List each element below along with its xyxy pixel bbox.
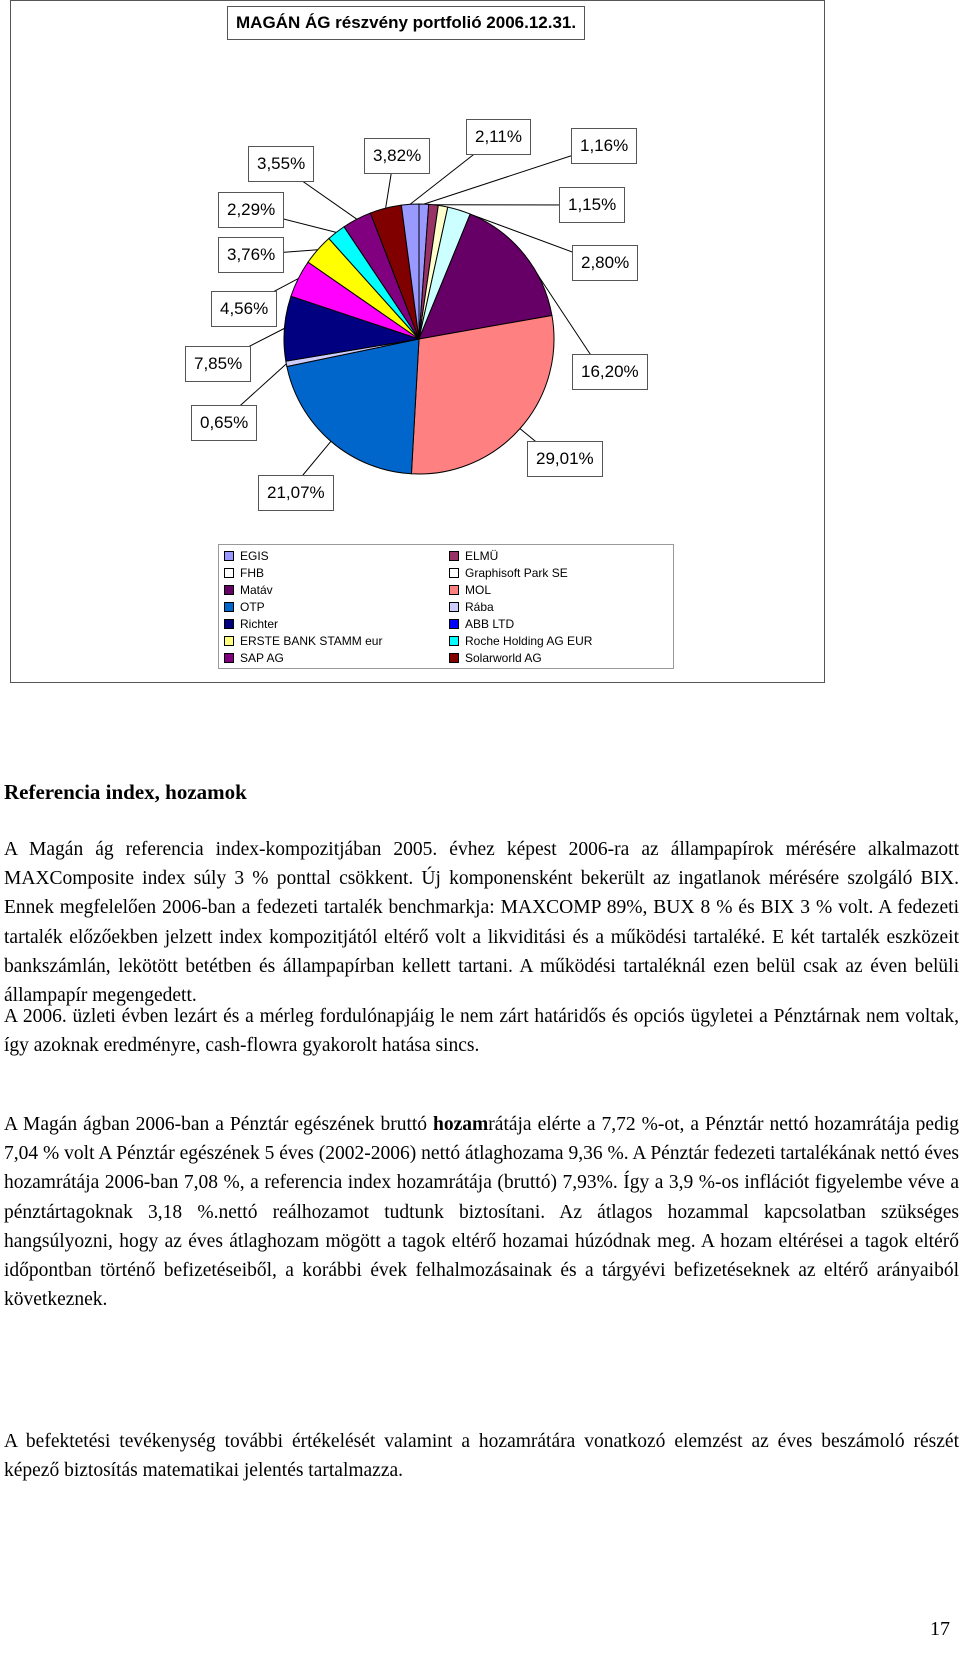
legend-label: Rába [465, 600, 494, 614]
legend-swatch [449, 602, 459, 612]
legend-label: ABB LTD [465, 617, 515, 631]
data-label: 3,55% [248, 146, 314, 182]
legend-swatch [224, 585, 234, 595]
data-label: 2,80% [572, 245, 638, 281]
legend-item [224, 582, 273, 598]
data-label: 0,65% [191, 405, 257, 441]
paragraph-reference-index: A Magán ág referencia index-kompozitjában 2005. évhez képest 2006-ra az állampapírok mérésére alkalmazott MAXComposite index súly 3 % ponttal csökkent. Új komponensként bekerült az ingatlanok mérésére szolgáló BIX. Ennek megfelelően 2006-ban a fedezeti tartalék benchmarkja: MAXCOMP 89%, BUX 8 % és BIX 3 % volt. A fedezeti tartalék előzőekben jelzett index kompozitjától eltérő volt a likviditási és a működési tartaléké. E két tartalék eszközeit bankszámlán, lekötött betétben és állampapírban kellett tartani. A működési tartaléknál ezen belül csak az éven belüli állampapír megengedett. [4, 839, 959, 1007]
legend-swatch [224, 636, 234, 646]
data-label: 2,11% [466, 119, 531, 155]
legend-label: Roche Holding AG EUR [465, 634, 593, 648]
section-heading: Referencia index, hozamok [4, 780, 247, 804]
legend-swatch [449, 551, 459, 561]
data-label: 2,29% [218, 192, 284, 228]
legend-item [449, 565, 568, 581]
data-label: 1,15% [559, 187, 625, 223]
chart-title: MAGÁN ÁG részvény portfolió 2006.12.31. [227, 6, 585, 40]
legend-label: Matáv [240, 583, 273, 597]
legend-item [224, 650, 284, 666]
legend-swatch [449, 636, 459, 646]
legend-item [449, 582, 491, 598]
legend-swatch [224, 551, 234, 561]
legend-label: OTP [240, 600, 265, 614]
legend-swatch [449, 585, 459, 595]
paragraph-returns-part2: rátája elérte a 7,72 %-ot, a Pénztár nettó hozamrátája pedig 7,04 % volt A Pénztár egészének 5 éves (2002-2006) nettó átlaghozama 9,36 %. A Pénztár fedezeti tartalékának nettó éves hozamrátája 2006-ban 7,08 %, a referencia index hozamrátája (bruttó) 7,93%. Így a 3,9 %-os inflációt figyelembe véve a pénztártagoknak 3,18 %.nettó reálhozamot tudtunk biztosítani. Az átlagos hozammal kapcsolatban szükséges hangsúlyozni, hogy az éves átlaghozam mögött a tagok eltérő hozamai húzódnak meg. A hozam eltérései a tagok eltérő időpontban történő befizetéseiből, a korábbi évek felhalmozásainak és a tárgyévi befizetéseknek az eltérő arányaiból következnek. [4, 1114, 959, 1311]
data-label: 21,07% [258, 475, 334, 511]
legend-swatch [224, 602, 234, 612]
paragraph-derivatives: A 2006. üzleti évben lezárt és a mérleg fordulónapjáig le nem zárt határidős és opciós ügyletei a Pénztárnak nem voltak, így azoknak eredményre, cash-flowra gyakorolt hatása sincs. [4, 1006, 959, 1057]
pie-chart-frame [10, 0, 825, 683]
legend-swatch [224, 619, 234, 629]
legend-label: Graphisoft Park SE [465, 566, 568, 580]
legend-label: SAP AG [240, 651, 284, 665]
paragraph-evaluation: A befektetési tevékenység további értékelését valamint a hozamrátára vonatkozó elemzést az éves beszámoló részét képező biztosítás matematikai jelentés tartalmazza. [4, 1431, 959, 1482]
paragraph-returns [4, 1110, 959, 1314]
legend-label: EGIS [240, 549, 269, 563]
legend-item [449, 548, 498, 564]
data-label: 3,82% [364, 138, 430, 174]
legend-label: ELMÜ [465, 549, 499, 563]
paragraph-returns-part1: A Magán ágban 2006-ban a Pénztár egészének bruttó [4, 1114, 434, 1135]
legend-item [224, 565, 264, 581]
legend-swatch [224, 653, 234, 663]
paragraph-returns-bold: hozam [433, 1114, 489, 1135]
legend-item [449, 599, 494, 615]
page-number: 17 [930, 1618, 950, 1640]
data-label: 3,76% [218, 237, 284, 273]
legend-label: Richter [240, 617, 279, 631]
legend-swatch [449, 653, 459, 663]
data-label: 29,01% [527, 441, 603, 477]
legend-item [224, 633, 382, 649]
legend-label: Solarworld AG [465, 651, 542, 665]
data-label: 1,16% [571, 128, 637, 164]
legend-item [449, 650, 542, 666]
legend-swatch [449, 619, 459, 629]
data-label: 4,56% [211, 291, 277, 327]
legend-swatch [224, 568, 234, 578]
chart-legend [218, 544, 674, 669]
legend-item [449, 633, 592, 649]
legend-label: FHB [240, 566, 264, 580]
data-label: 7,85% [185, 346, 251, 382]
legend-item [224, 616, 278, 632]
legend-item [224, 599, 265, 615]
legend-swatch [449, 568, 459, 578]
legend-label: MOL [465, 583, 492, 597]
data-label: 16,20% [572, 354, 648, 390]
legend-item [449, 616, 514, 632]
legend-label: ERSTE BANK STAMM eur [240, 634, 383, 648]
legend-item [224, 548, 269, 564]
